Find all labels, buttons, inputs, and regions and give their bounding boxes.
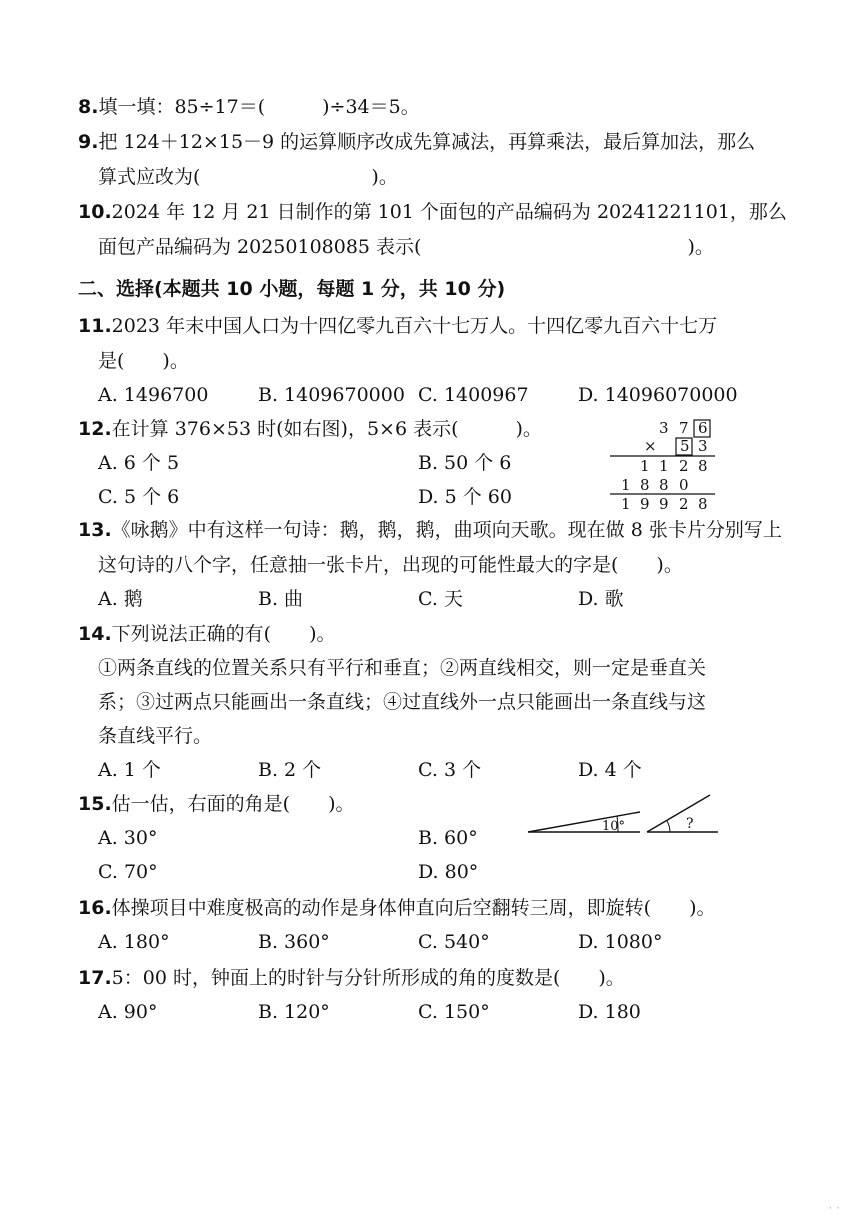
digit: 8	[698, 457, 708, 475]
question-text: 5：00 时，钟面上的时针与分针所形成的角的度数是( )。	[111, 967, 625, 989]
question-12	[78, 417, 542, 441]
digit: 0	[679, 476, 689, 494]
question-11-line2: 是( )。	[98, 350, 189, 372]
option-c[interactable]: C. 70°	[98, 861, 158, 883]
digit: 2	[679, 495, 689, 513]
digit: 8	[659, 476, 669, 494]
question-16	[78, 896, 716, 920]
option-a[interactable]: A. 180°	[98, 931, 170, 953]
question-text: 体操项目中难度极高的动作是身体伸直向后空翻转三周，即旋转( )。	[111, 897, 716, 919]
question-text: 2024 年 12 月 21 日制作的第 101 个面包的产品编码为 20241221101，那么	[111, 201, 787, 223]
question-13-line2: 这句诗的八个字，任意抽一张卡片，出现的可能性最大的字是( )。	[98, 554, 683, 576]
option-b[interactable]: B. 2 个	[258, 759, 322, 781]
option-b[interactable]: B. 1409670000	[258, 384, 405, 406]
option-b[interactable]: B. 50 个 6	[418, 452, 512, 474]
multiplication-figure	[600, 418, 725, 513]
option-d[interactable]: D. 1080°	[578, 931, 663, 953]
option-d[interactable]: D. 4 个	[578, 759, 642, 781]
option-b[interactable]: B. 曲	[258, 588, 304, 610]
question-number: 16.	[78, 897, 112, 919]
question-9-line2: 算式应改为( )。	[98, 166, 398, 188]
digit: 5	[680, 437, 690, 455]
option-d[interactable]: D. 歌	[578, 588, 624, 610]
question-10	[78, 200, 787, 224]
question-text: 在计算 376×53 时(如右图)，5×6 表示( )。	[111, 418, 542, 440]
question-number: 12.	[78, 418, 112, 440]
question-14-statement-line1: ①两条直线的位置关系只有平行和垂直；②两直线相交，则一定是垂直关	[98, 657, 707, 679]
question-number: 8.	[78, 96, 99, 118]
digit: 1	[621, 476, 631, 494]
question-number: 11.	[78, 315, 112, 337]
digit: 6	[698, 419, 708, 437]
digit: 9	[640, 495, 650, 513]
question-13	[78, 518, 782, 542]
option-c[interactable]: C. 150°	[418, 1001, 490, 1023]
section-title: 二、选择(本题共 10 小题，每题 1 分，共 10 分)	[78, 278, 506, 300]
digit: 8	[698, 495, 708, 513]
digit: 1	[659, 457, 669, 475]
angle-figure	[520, 790, 725, 840]
question-number: 13.	[78, 519, 112, 541]
digit: 1	[621, 495, 631, 513]
option-d[interactable]: D. 180	[578, 1001, 641, 1023]
option-b[interactable]: B. 60°	[418, 827, 478, 849]
corner-mark: · ·	[828, 1201, 840, 1215]
question-text: 下列说法正确的有( )。	[111, 623, 336, 645]
digit: 7	[679, 419, 689, 437]
digit: 2	[679, 457, 689, 475]
option-a[interactable]: A. 90°	[98, 1001, 158, 1023]
question-text: 《咏鹅》中有这样一句诗：鹅，鹅，鹅，曲项向天歌。现在做 8 张卡片分别写上	[111, 519, 782, 541]
question-15	[78, 792, 355, 816]
question-14-statement-line2: 系；③过两点只能画出一条直线；④过直线外一点只能画出一条直线与这	[98, 691, 707, 713]
angle-arm-line	[647, 795, 710, 832]
question-8	[78, 95, 420, 119]
question-text: 估一估，右面的角是( )。	[111, 793, 355, 815]
option-a[interactable]: A. 鹅	[98, 588, 143, 610]
times-sign: ×	[644, 437, 657, 455]
option-d[interactable]: D. 80°	[418, 861, 479, 883]
option-a[interactable]: A. 1 个	[98, 759, 161, 781]
question-9	[78, 130, 755, 154]
question-text: 填一填：85÷17＝( )÷34＝5。	[98, 96, 420, 118]
question-number: 14.	[78, 623, 112, 645]
option-b[interactable]: B. 360°	[258, 931, 330, 953]
question-number: 10.	[78, 201, 112, 223]
digit: 9	[659, 495, 669, 513]
angle-label-unknown: ?	[686, 816, 694, 832]
question-number: 17.	[78, 967, 112, 989]
digit: 3	[698, 437, 708, 455]
question-10-line2: 面包产品编码为 20250108085 表示( )。	[98, 236, 714, 258]
question-number: 15.	[78, 793, 112, 815]
digit: 8	[640, 476, 650, 494]
option-a[interactable]: A. 6 个 5	[98, 452, 180, 474]
angle-label-10: 10°	[602, 819, 626, 834]
angle-arc	[667, 821, 670, 832]
option-b[interactable]: B. 120°	[258, 1001, 330, 1023]
digit: 3	[659, 419, 669, 437]
option-a[interactable]: A. 1496700	[98, 384, 209, 406]
question-14	[78, 622, 336, 646]
option-d[interactable]: D. 14096070000	[578, 384, 738, 406]
question-text: 2023 年末中国人口为十四亿零九百六十七万人。十四亿零九百六十七万	[111, 315, 718, 337]
option-a[interactable]: A. 30°	[98, 827, 158, 849]
question-17	[78, 966, 625, 990]
option-c[interactable]: C. 3 个	[418, 759, 482, 781]
option-c[interactable]: C. 天	[418, 588, 463, 610]
option-c[interactable]: C. 1400967	[418, 384, 529, 406]
question-14-statement-line3: 条直线平行。	[98, 725, 213, 747]
question-11	[78, 314, 717, 338]
question-number: 9.	[78, 131, 99, 153]
question-text: 把 124＋12×15－9 的运算顺序改成先算减法，再算乘法，最后算加法，那么	[98, 131, 756, 153]
digit: 1	[640, 457, 650, 475]
option-c[interactable]: C. 540°	[418, 931, 490, 953]
option-d[interactable]: D. 5 个 60	[418, 486, 512, 508]
option-c[interactable]: C. 5 个 6	[98, 486, 180, 508]
